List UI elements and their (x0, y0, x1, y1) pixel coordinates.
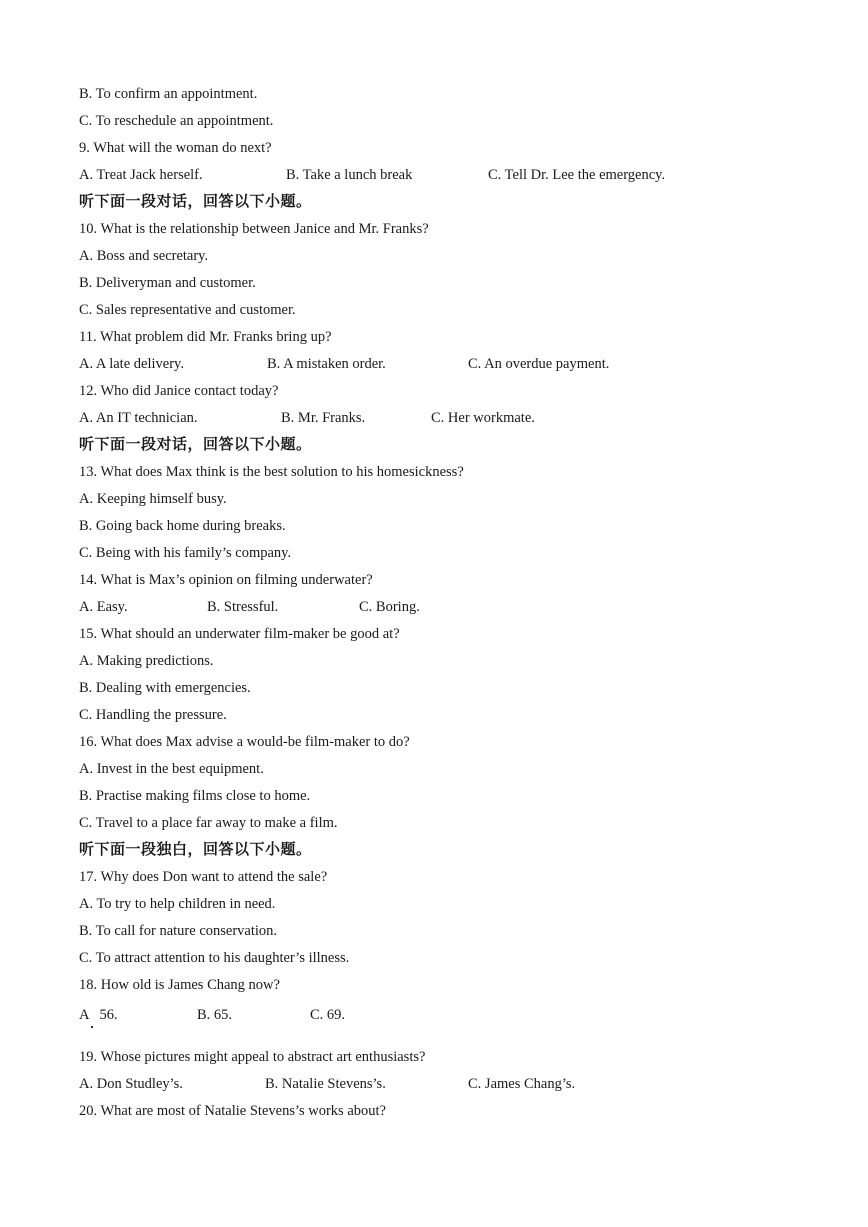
option-a: A. To try to help children in need. (79, 896, 276, 912)
stray-mark (91, 1026, 93, 1028)
option-b: B. A mistaken order. (267, 356, 386, 372)
option-c: C. An overdue payment. (468, 356, 610, 372)
section-heading: 听下面一段对话，回答以下小题。 (79, 192, 312, 210)
options-row-19 (79, 1074, 779, 1094)
question-18: 18. How old is James Chang now? (79, 977, 280, 993)
section-heading: 听下面一段对话，回答以下小题。 (79, 435, 312, 453)
options-row-9 (79, 165, 779, 185)
option-c: C. Handling the pressure. (79, 707, 227, 723)
option-a: A. Treat Jack herself. (79, 167, 203, 183)
option-b: B. Dealing with emergencies. (79, 680, 251, 696)
option-a: A. Invest in the best equipment. (79, 761, 264, 777)
option-a: A 56. (79, 1007, 118, 1023)
options-row-12 (79, 408, 779, 428)
option-line: B. To confirm an appointment. (79, 86, 258, 102)
option-a: A. A late delivery. (79, 356, 184, 372)
question-16: 16. What does Max advise a would-be film-maker to do? (79, 734, 410, 750)
section-heading: 听下面一段独白，回答以下小题。 (79, 840, 312, 858)
options-row-11 (79, 354, 779, 374)
option-c: C. 69. (310, 1007, 346, 1023)
option-a: A. Keeping himself busy. (79, 491, 227, 507)
option-b: B. Going back home during breaks. (79, 518, 286, 534)
question-19: 19. Whose pictures might appeal to abstract art enthusiasts? (79, 1049, 426, 1065)
option-c: C. Being with his family’s company. (79, 545, 292, 561)
question-14: 14. What is Max’s opinion on filming underwater? (79, 572, 373, 588)
question-12: 12. Who did Janice contact today? (79, 383, 279, 399)
options-row-18 (79, 1005, 479, 1025)
question-9: 9. What will the woman do next? (79, 140, 272, 156)
option-b: B. Natalie Stevens’s. (265, 1076, 386, 1092)
question-10: 10. What is the relationship between Janice and Mr. Franks? (79, 221, 429, 237)
option-line: C. To reschedule an appointment. (79, 113, 274, 129)
option-b: B. Mr. Franks. (281, 410, 366, 426)
option-c: C. Tell Dr. Lee the emergency. (488, 167, 666, 183)
option-c: C. James Chang’s. (468, 1076, 576, 1092)
option-b: B. To call for nature conservation. (79, 923, 278, 939)
options-row-14 (79, 597, 679, 617)
option-a: A. Boss and secretary. (79, 248, 209, 264)
option-c: C. Boring. (359, 599, 420, 615)
option-a: A. An IT technician. (79, 410, 198, 426)
question-17: 17. Why does Don want to attend the sale? (79, 869, 328, 885)
option-a: A. Don Studley’s. (79, 1076, 183, 1092)
question-11: 11. What problem did Mr. Franks bring up? (79, 329, 332, 345)
question-15: 15. What should an underwater film-maker be good at? (79, 626, 400, 642)
option-c: C. Sales representative and customer. (79, 302, 296, 318)
option-b: B. 65. (197, 1007, 233, 1023)
option-b: B. Stressful. (207, 599, 279, 615)
option-c: C. Her workmate. (431, 410, 535, 426)
option-b: B. Practise making films close to home. (79, 788, 311, 804)
question-13: 13. What does Max think is the best solution to his homesickness? (79, 464, 464, 480)
option-c: C. Travel to a place far away to make a film. (79, 815, 338, 831)
question-20: 20. What are most of Natalie Stevens’s works about? (79, 1103, 386, 1119)
option-b: B. Take a lunch break (286, 167, 413, 183)
option-c: C. To attract attention to his daughter’s illness. (79, 950, 350, 966)
option-b: B. Deliveryman and customer. (79, 275, 256, 291)
option-a: A. Making predictions. (79, 653, 214, 669)
option-a: A. Easy. (79, 599, 128, 615)
